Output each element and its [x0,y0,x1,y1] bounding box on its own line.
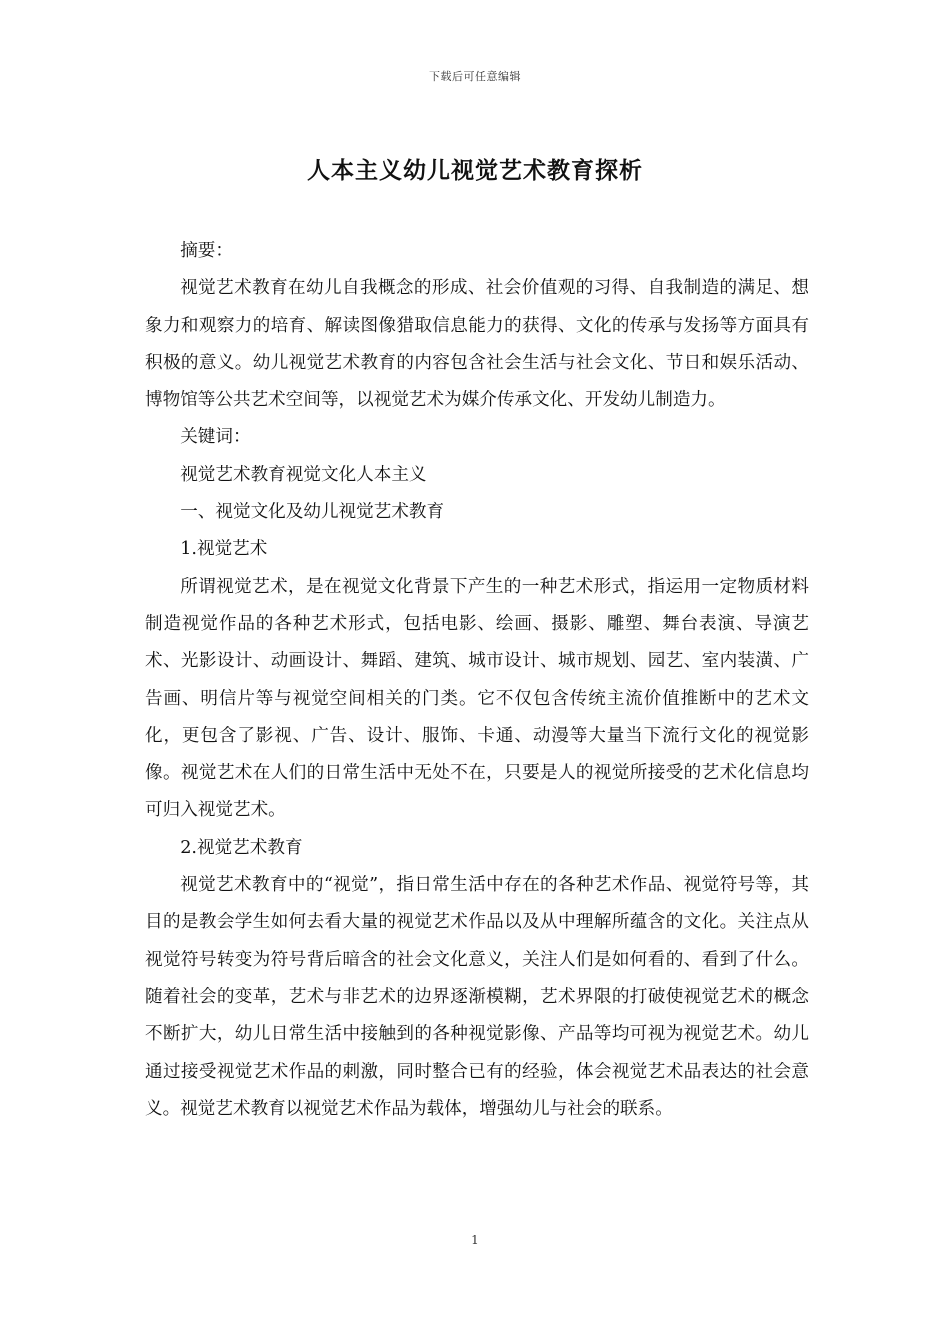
body-paragraph: 视觉艺术教育中的“视觉”，指日常生活中存在的各种艺术作品、视觉符号等，其目的是教会学生如何去看大量的视觉艺术作品以及从中理解所蕴含的文化。关注点从视觉符号转变为符号背后暗含的社会文化意义，关注人们是如何看的、看到了什么。随着社会的变革，艺术与非艺术的边界逐渐模糊，艺术界限的打破使视觉艺术的概念不断扩大，幼儿日常生活中接触到的各种视觉影像、产品等均可视为视觉艺术。幼儿通过接受视觉艺术作品的刺激，同时整合已有的经验，体会视觉艺术品表达的社会意义。视觉艺术教育以视觉艺术作品为载体，增强幼儿与社会的联系。 [145,875,809,1119]
document-body [145,233,809,1128]
subsection-heading: 1.视觉艺术 [180,539,268,560]
keywords-value: 视觉艺术教育视觉文化人本主义 [180,464,427,485]
body-paragraph: 所谓视觉艺术，是在视觉文化背景下产生的一种艺术形式，指运用一定物质材料制造视觉作品的各种艺术形式，包括电影、绘画、摄影、雕塑、舞台表演、导演艺术、光影设计、动画设计、舞蹈、建筑、城市设计、城市规划、园艺、室内装潢、广告画、明信片等与视觉空间相关的门类。它不仅包含传统主流价值推断中的艺术文化，更包含了影视、广告、设计、服饰、卡通、动漫等大量当下流行文化的视觉影像。视觉艺术在人们的日常生活中无处不在，只要是人的视觉所接受的艺术化信息均可归入视觉艺术。 [145,576,809,821]
subsection-heading: 2.视觉艺术教育 [180,837,303,858]
abstract-label: 摘要： [180,241,233,261]
abstract-paragraph: 视觉艺术教育在幼儿自我概念的形成、社会价值观的习得、自我制造的满足、想象力和观察力的培育、解读图像猎取信息能力的获得、文化的传承与发扬等方面具有积极的意义。幼儿视觉艺术教育的内容包含社会生活与社会文化、节日和娱乐活动、博物馆等公共艺术空间等，以视觉艺术为媒介传承文化、开发幼儿制造力。 [145,278,809,411]
keywords-label: 关键词： [180,427,251,448]
document-title: 人本主义幼儿视觉艺术教育探析 [307,158,643,184]
page-number: 1 [471,1233,479,1247]
header-note: 下载后可任意编辑 [429,70,521,83]
section-heading: 一、视觉文化及幼儿视觉艺术教育 [180,502,445,523]
